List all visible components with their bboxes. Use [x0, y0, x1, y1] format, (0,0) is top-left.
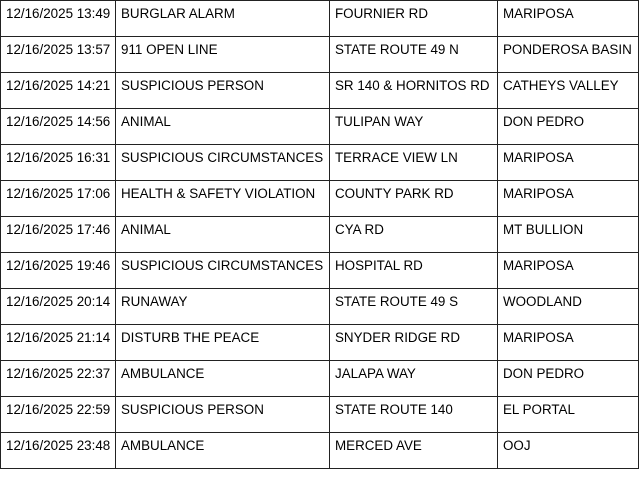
- datetime-cell: 12/16/2025 13:49: [1, 1, 116, 37]
- city-cell: DON PEDRO: [498, 109, 639, 145]
- datetime-cell: 12/16/2025 17:06: [1, 181, 116, 217]
- call-type-cell: AMBULANCE: [116, 361, 330, 397]
- datetime-cell: 12/16/2025 22:59: [1, 397, 116, 433]
- datetime-cell: 12/16/2025 17:46: [1, 217, 116, 253]
- city-cell: MARIPOSA: [498, 1, 639, 37]
- call-type-cell: 911 OPEN LINE: [116, 37, 330, 73]
- table-row: [1, 253, 639, 289]
- table-row: [1, 181, 639, 217]
- datetime-cell: 12/16/2025 13:57: [1, 37, 116, 73]
- table-row: [1, 1, 639, 37]
- location-cell: JALAPA WAY: [330, 361, 498, 397]
- call-type-cell: ANIMAL: [116, 109, 330, 145]
- call-type-cell: SUSPICIOUS PERSON: [116, 73, 330, 109]
- location-cell: FOURNIER RD: [330, 1, 498, 37]
- datetime-cell: 12/16/2025 14:21: [1, 73, 116, 109]
- location-cell: SNYDER RIDGE RD: [330, 325, 498, 361]
- location-cell: TERRACE VIEW LN: [330, 145, 498, 181]
- location-cell: CYA RD: [330, 217, 498, 253]
- city-cell: EL PORTAL: [498, 397, 639, 433]
- city-cell: CATHEYS VALLEY: [498, 73, 639, 109]
- city-cell: DON PEDRO: [498, 361, 639, 397]
- city-cell: MARIPOSA: [498, 253, 639, 289]
- table-row: [1, 325, 639, 361]
- call-type-cell: ANIMAL: [116, 217, 330, 253]
- datetime-cell: 12/16/2025 21:14: [1, 325, 116, 361]
- location-cell: COUNTY PARK RD: [330, 181, 498, 217]
- city-cell: MARIPOSA: [498, 145, 639, 181]
- call-type-cell: SUSPICIOUS CIRCUMSTANCES: [116, 145, 330, 181]
- location-cell: STATE ROUTE 49 N: [330, 37, 498, 73]
- call-type-cell: BURGLAR ALARM: [116, 1, 330, 37]
- location-cell: HOSPITAL RD: [330, 253, 498, 289]
- city-cell: WOODLAND: [498, 289, 639, 325]
- call-type-cell: HEALTH & SAFETY VIOLATION: [116, 181, 330, 217]
- datetime-cell: 12/16/2025 14:56: [1, 109, 116, 145]
- datetime-cell: 12/16/2025 16:31: [1, 145, 116, 181]
- table-row: [1, 73, 639, 109]
- city-cell: PONDEROSA BASIN: [498, 37, 639, 73]
- location-cell: STATE ROUTE 49 S: [330, 289, 498, 325]
- call-log-body: [1, 1, 639, 469]
- call-type-cell: AMBULANCE: [116, 433, 330, 469]
- call-type-cell: RUNAWAY: [116, 289, 330, 325]
- city-cell: MARIPOSA: [498, 181, 639, 217]
- datetime-cell: 12/16/2025 20:14: [1, 289, 116, 325]
- call-type-cell: SUSPICIOUS CIRCUMSTANCES: [116, 253, 330, 289]
- table-row: [1, 37, 639, 73]
- location-cell: STATE ROUTE 140: [330, 397, 498, 433]
- city-cell: OOJ: [498, 433, 639, 469]
- table-row: [1, 217, 639, 253]
- location-cell: TULIPAN WAY: [330, 109, 498, 145]
- table-row: [1, 289, 639, 325]
- table-row: [1, 361, 639, 397]
- call-type-cell: SUSPICIOUS PERSON: [116, 397, 330, 433]
- city-cell: MT BULLION: [498, 217, 639, 253]
- table-row: [1, 397, 639, 433]
- location-cell: SR 140 & HORNITOS RD: [330, 73, 498, 109]
- datetime-cell: 12/16/2025 23:48: [1, 433, 116, 469]
- datetime-cell: 12/16/2025 22:37: [1, 361, 116, 397]
- table-row: [1, 433, 639, 469]
- table-row: [1, 145, 639, 181]
- city-cell: MARIPOSA: [498, 325, 639, 361]
- table-row: [1, 109, 639, 145]
- call-type-cell: DISTURB THE PEACE: [116, 325, 330, 361]
- datetime-cell: 12/16/2025 19:46: [1, 253, 116, 289]
- location-cell: MERCED AVE: [330, 433, 498, 469]
